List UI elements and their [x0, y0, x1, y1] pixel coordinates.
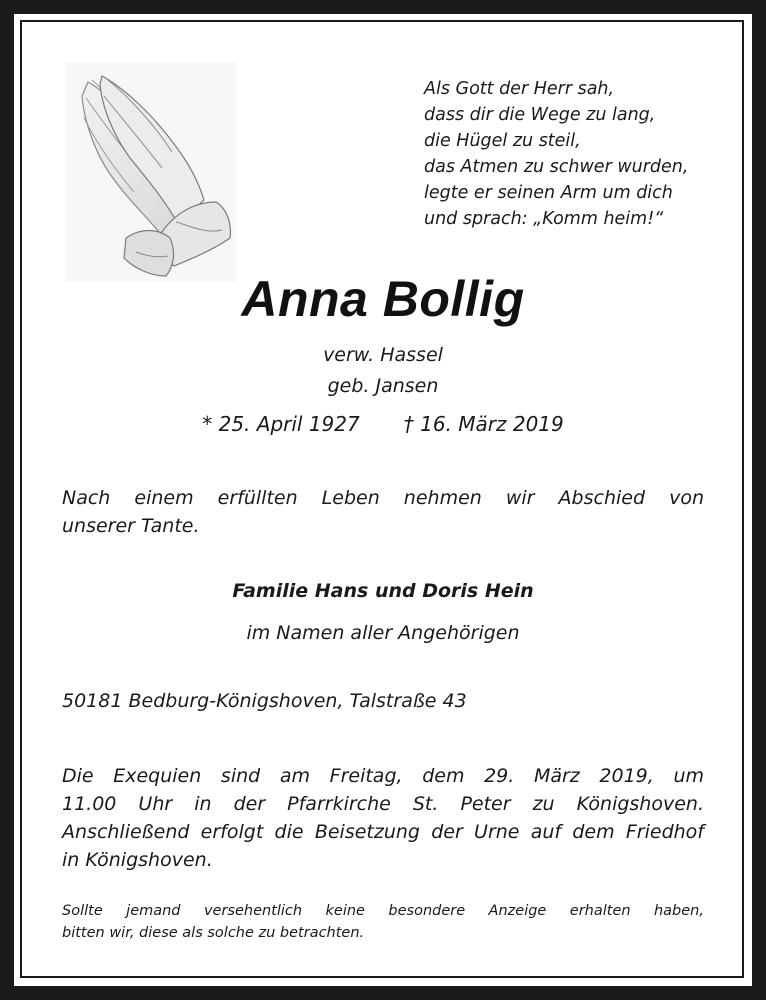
- funeral-details: [62, 762, 704, 874]
- message-line: unserer Tante.: [62, 515, 200, 537]
- address: 50181 Bedburg-Königshoven, Talstraße 43: [62, 690, 467, 712]
- funeral-line: in Königshoven.: [62, 849, 213, 871]
- death-date: † 16. März 2019: [403, 412, 564, 436]
- message-line: Nach einem erfüllten Leben nehmen wir Abschied von: [62, 487, 704, 509]
- farewell-message: [62, 484, 704, 540]
- poem: [424, 76, 744, 232]
- poem-line: das Atmen zu schwer wurden,: [424, 157, 689, 177]
- poem-line: legte er seinen Arm um dich: [424, 183, 673, 203]
- deceased-name: Anna Bollig: [241, 271, 525, 327]
- funeral-line: 11.00 Uhr in der Pfarrkirche St. Peter zu Königshoven.: [62, 793, 704, 815]
- family-signature: Familie Hans und Doris Hein: [232, 580, 534, 602]
- funeral-line: Die Exequien sind am Freitag, dem 29. März 2019, um: [62, 765, 704, 787]
- poem-line: und sprach: „Komm heim!“: [424, 209, 664, 229]
- poem-line: Als Gott der Herr sah,: [424, 79, 615, 99]
- life-dates: [14, 412, 752, 436]
- birth-name: geb. Jansen: [327, 375, 439, 397]
- note-line: Sollte jemand versehentlich keine besondere Anzeige erhalten haben,: [62, 903, 704, 919]
- praying-hands-icon: [66, 62, 236, 282]
- poem-line: die Hügel zu steil,: [424, 131, 581, 151]
- funeral-line: Anschließend erfolgt die Beisetzung der Urne auf dem Friedhof: [62, 821, 704, 843]
- note-line: bitten wir, diese als solche zu betrachten.: [62, 925, 365, 941]
- notice-card: [14, 14, 752, 986]
- notice-disclaimer: [62, 900, 704, 944]
- widowed-name: verw. Hassel: [323, 344, 443, 366]
- birth-date: * 25. April 1927: [202, 412, 360, 436]
- poem-line: dass dir die Wege zu lang,: [424, 105, 656, 125]
- on-behalf-line: im Namen aller Angehörigen: [246, 622, 520, 644]
